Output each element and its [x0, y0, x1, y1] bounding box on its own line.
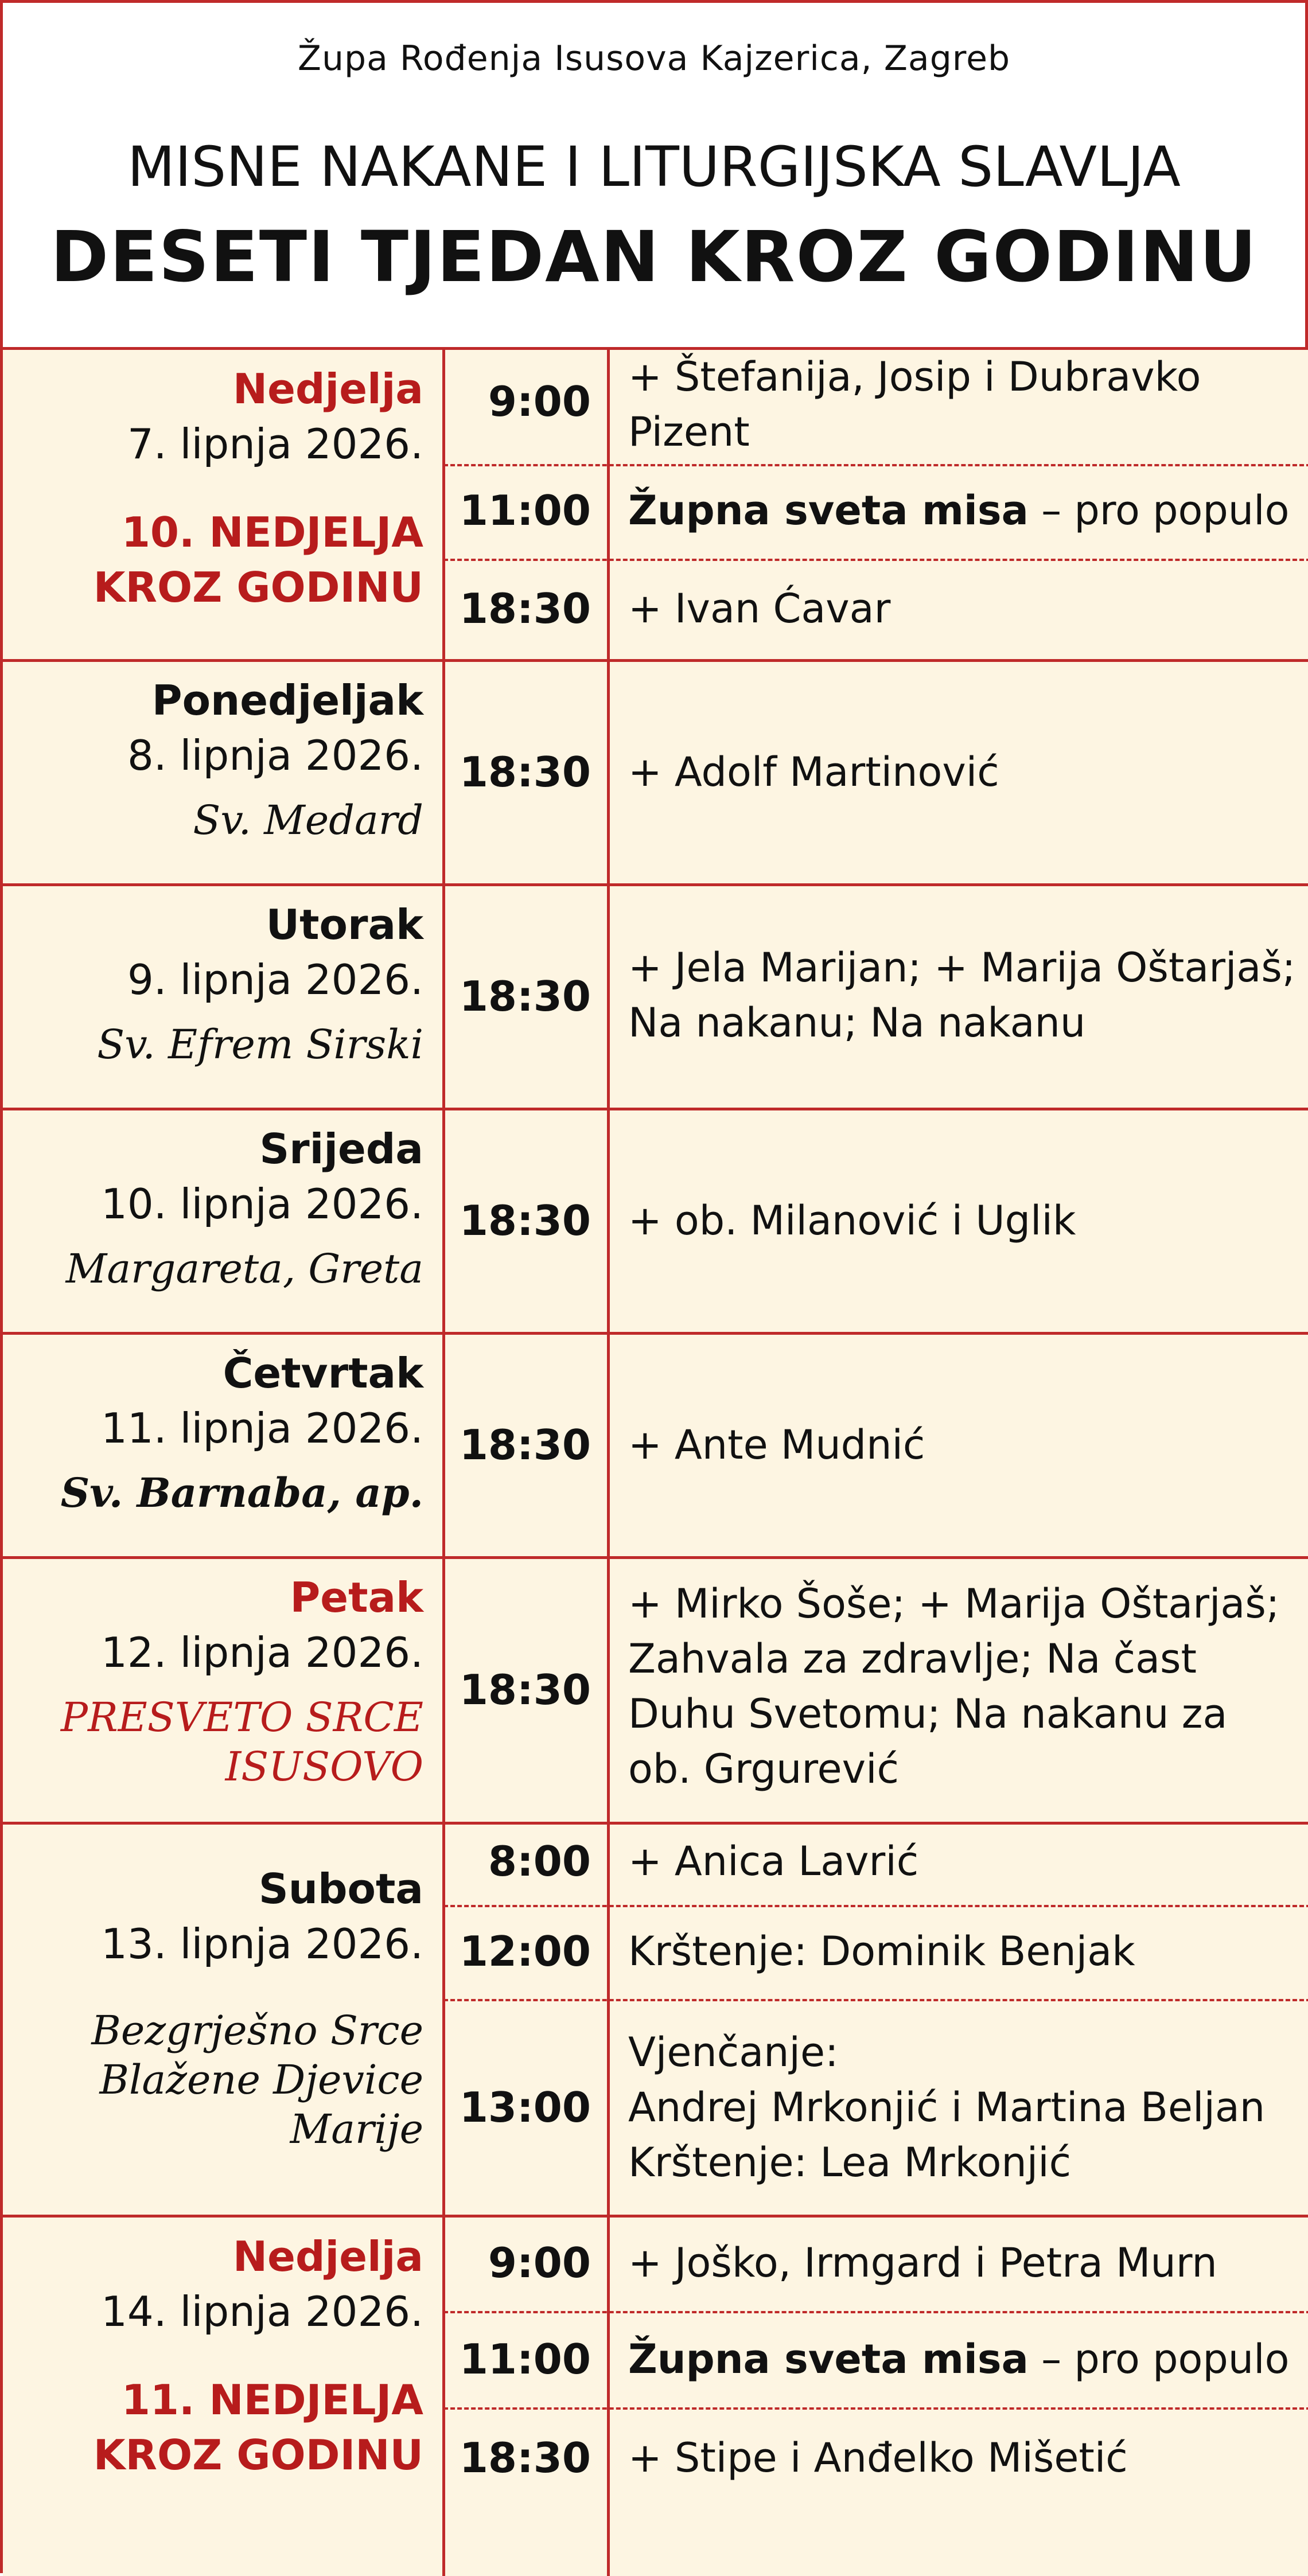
mass-time: 18:30 [459, 1197, 591, 1245]
row-divider [3, 883, 1308, 886]
saint-name: Sv. Efrem Sirski [97, 1021, 423, 1068]
parish-name: Župa Rođenja Isusova Kajzerica, Zagreb [297, 38, 1011, 79]
row-divider [3, 1556, 1308, 1559]
intention-line: Krštenje: Lea Mrkonjić [628, 2139, 1072, 2186]
day-date: 12. lipnja 2026. [101, 1628, 423, 1677]
saint-name: Sv. Barnaba, ap. [60, 1469, 423, 1517]
day-date: 10. lipnja 2026. [101, 1180, 423, 1228]
mass-time: 11:00 [459, 2335, 591, 2383]
mass-intention [628, 2332, 1299, 2387]
intention-rest: – pro populo [1028, 2336, 1290, 2383]
mass-intention: + Ivan Ćavar [628, 585, 891, 632]
day-name: Srijeda [259, 1125, 423, 1173]
mass-time: 18:30 [459, 748, 591, 796]
feast-title: PRESVETO SRCE [60, 1694, 423, 1741]
saint-name: Marije [290, 2106, 423, 2153]
mass-intention: Krštenje: Dominik Benjak [628, 1928, 1135, 1975]
day-cell [20, 1570, 423, 1791]
mass-divider [443, 1999, 1308, 2001]
day-date: 14. lipnja 2026. [101, 2287, 423, 2336]
saint-name: Sv. Medard [193, 797, 423, 844]
mass-divider [443, 559, 1308, 561]
intention-line: Vjenčanje: [628, 2029, 839, 2076]
day-name: Četvrtak [223, 1349, 423, 1397]
mass-divider [443, 1905, 1308, 1907]
mass-time: 12:00 [459, 1927, 591, 1975]
intention-rest: – pro populo [1028, 487, 1290, 534]
mass-time: 18:30 [459, 584, 591, 633]
row-divider [3, 1822, 1308, 1825]
day-cell [20, 361, 423, 615]
column-divider-intention [607, 347, 610, 2576]
day-date: 8. lipnja 2026. [127, 731, 423, 780]
mass-intention [628, 483, 1299, 538]
week-title: DESETI TJEDAN KROZ GODINU [50, 216, 1258, 298]
mass-time: 18:30 [459, 1421, 591, 1469]
mass-time: 18:30 [459, 1666, 591, 1714]
day-name: Subota [258, 1865, 423, 1913]
day-cell [20, 897, 423, 1069]
intention-bold: Župna sveta misa [628, 2336, 1029, 2383]
column-divider-time [442, 347, 445, 2576]
mass-intention: + Jela Marijan; + Marija Oštarjaš; Na nakanu; Na nakanu [628, 944, 1296, 1046]
mass-intention: + Anica Lavrić [628, 1838, 919, 1885]
day-cell [20, 673, 423, 845]
day-date: 9. lipnja 2026. [127, 956, 423, 1004]
mass-intention: + Mirko Šoše; + Marija Oštarjaš; Zahvala za zdravlje; Na čast Duhu Svetomu; Na nakanu za ob. Grgurević [628, 1580, 1280, 1792]
document-header [3, 3, 1305, 347]
mass-intention: + ob. Milanović i Uglik [628, 1197, 1076, 1244]
day-date: 7. lipnja 2026. [127, 420, 423, 468]
mass-time: 8:00 [488, 1837, 591, 1885]
mass-divider [443, 2407, 1308, 2410]
day-date: 13. lipnja 2026. [101, 1920, 423, 1968]
intention-line: Andrej Mrkonjić i Martina Beljan [628, 2084, 1266, 2131]
feast-title: 11. NEDJELJA [121, 2376, 423, 2424]
day-date: 11. lipnja 2026. [101, 1404, 423, 1452]
row-divider [3, 2215, 1308, 2218]
intention-bold: Župna sveta misa [628, 487, 1029, 534]
feast-title: KROZ GODINU [93, 2431, 423, 2479]
mass-intention: + Adolf Martinović [628, 749, 999, 796]
day-name: Utorak [266, 901, 423, 949]
mass-time: 13:00 [459, 2083, 591, 2131]
mass-intention: + Štefanija, Josip i Dubravko Pizent [628, 353, 1201, 455]
saint-name: Blažene Djevice [99, 2056, 423, 2103]
day-cell [20, 1121, 423, 1293]
schedule-table [3, 347, 1308, 2576]
mass-time: 18:30 [459, 972, 591, 1020]
feast-title: ISUSOVO [225, 1743, 423, 1790]
row-divider [3, 659, 1308, 662]
saint-name: Bezgrješno Srce [91, 2007, 423, 2054]
mass-time: 9:00 [488, 2239, 591, 2287]
mass-time: 9:00 [488, 377, 591, 426]
mass-divider [443, 2311, 1308, 2313]
mass-divider [443, 464, 1308, 466]
day-name: Nedjelja [232, 365, 423, 413]
document-title: MISNE NAKANE I LITURGIJSKA SLAVLJA [127, 135, 1181, 199]
day-cell [20, 1861, 423, 2154]
day-cell [20, 2229, 423, 2483]
day-name: Petak [290, 1573, 423, 1622]
mass-intention: + Ante Mudnić [628, 1421, 925, 1468]
saint-name: Margareta, Greta [65, 1245, 423, 1292]
day-name: Nedjelja [232, 2232, 423, 2281]
mass-intention: + Stipe i Anđelko Mišetić [628, 2434, 1128, 2481]
day-cell [20, 1346, 423, 1518]
mass-time: 11:00 [459, 486, 591, 535]
day-name: Ponedjeljak [151, 676, 423, 724]
mass-time: 18:30 [459, 2434, 591, 2482]
feast-title: 10. NEDJELJA [121, 508, 423, 556]
mass-intention [628, 2025, 1299, 2190]
feast-title: KROZ GODINU [93, 563, 423, 611]
mass-intention: + Joško, Irmgard i Petra Murn [628, 2239, 1217, 2286]
row-divider [3, 1332, 1308, 1335]
row-divider [3, 1108, 1308, 1110]
